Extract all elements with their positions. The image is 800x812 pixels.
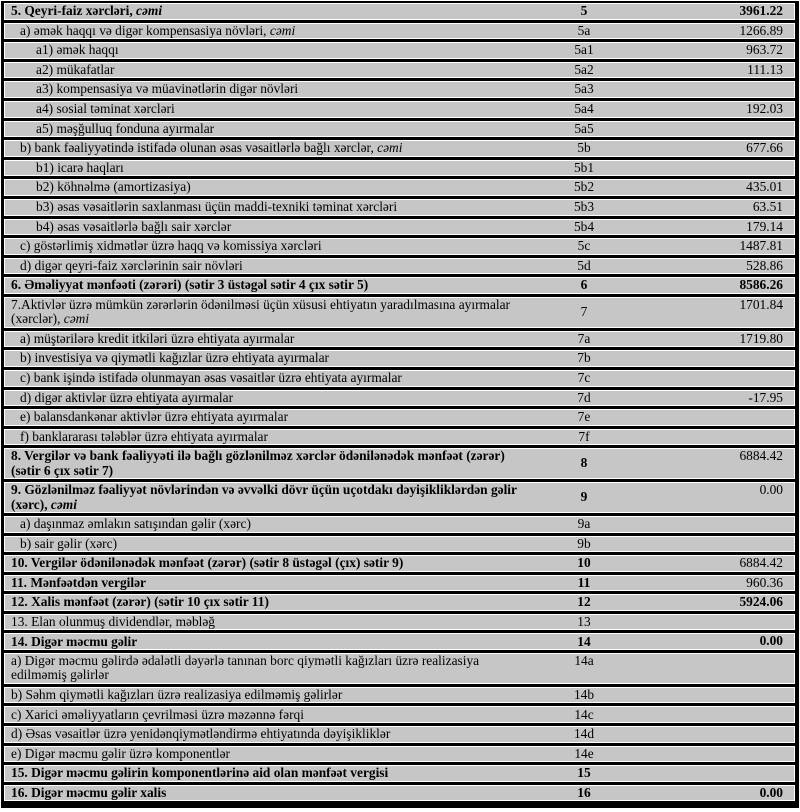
table-row: [4, 370, 795, 387]
row-label: [5, 102, 524, 116]
row-code: 5a3: [574, 81, 594, 97]
table-row: [4, 297, 795, 328]
table-row: [4, 785, 795, 802]
row-label: [5, 654, 524, 683]
row-value: 0.00: [759, 633, 783, 649]
row-label-text: a) Digər məcmu gəlirdə ədalətli dəyərlə tanınan borc qiymətli kağızları üzrə realizasiya edilməmiş gəlirlər: [11, 653, 480, 683]
row-label-text: 9. Gözlənilməz fəaliyyət növlərindən və əvvəlki dövr üçün uçotdakı dəyişikliklərdən gəlir (xərc),: [11, 482, 517, 512]
row-code: 7f: [578, 428, 590, 444]
row-label-text: b) sair gəlir (xərc): [20, 535, 118, 551]
row-code: 13: [577, 613, 591, 629]
row-value: 1719.80: [739, 330, 783, 346]
row-value: 963.72: [746, 42, 783, 58]
row-label: [5, 200, 524, 214]
table-row: [4, 238, 795, 255]
row-label-italic-suffix: cəmi: [269, 22, 296, 38]
table-row: [4, 331, 795, 348]
row-label-text: 16. Digər məcmu gəlir xalis: [11, 784, 167, 800]
row-label-text: a) əmək haqqı və digər kompensasiya növləri,: [20, 22, 270, 38]
row-code: 14b: [573, 686, 595, 702]
table-row: [4, 653, 795, 684]
row-label-text: a) daşınmaz əmlakın satışından gəlir (xərc): [20, 516, 251, 531]
row-label-text: 14. Digər məcmu gəlir: [11, 633, 138, 649]
row-code: 10: [577, 555, 591, 571]
row-label-text: c) bank işində istifadə olunmayan əsas vəsaitlər üzrə ehtiyata ayırmalar: [20, 370, 402, 385]
table-row: [4, 219, 795, 236]
row-label-text: 10. Vergilər ödənilənədək mənfəət (zərər) (sətir 8 üstəgəl (çıx) sətir 9): [11, 555, 404, 571]
row-label-text: b3) əsas vəsaitlərin saxlanması üçün maddi-texniki təminat xərcləri: [36, 199, 398, 215]
row-label: [5, 727, 524, 741]
row-label-italic-suffix: cəmi: [63, 311, 90, 327]
row-label: [5, 786, 524, 800]
row-label: [5, 483, 524, 512]
row-value: 5924.06: [739, 594, 783, 610]
table-row: [4, 706, 795, 723]
row-code: 5b4: [573, 218, 595, 234]
row-label: [5, 239, 524, 253]
row-value: 63.51: [752, 198, 783, 214]
row-label-text: a5) məşğulluq fonduna ayırmalar: [36, 120, 215, 136]
row-label: [5, 766, 524, 780]
row-code: 5a4: [574, 101, 594, 117]
table-row: [4, 633, 795, 650]
row-code: 16: [577, 784, 591, 800]
row-label-text: d) Əsas vəsaitlər üzrə yenidənqiymətləndirmə ehtiyatında dəyişikliklər: [11, 726, 391, 742]
row-label-text: c) Xarici əməliyyatların çevrilməsi üzrə məzənnə fərqi: [11, 706, 304, 722]
row-code: 9: [580, 489, 588, 505]
row-value: 111.13: [747, 61, 783, 77]
row-label: [5, 615, 524, 629]
row-label: [5, 298, 524, 327]
row-label: [5, 278, 524, 292]
row-label: [5, 595, 524, 609]
table-row: [4, 448, 795, 479]
row-code: 9b: [577, 535, 591, 551]
table-row: [4, 140, 795, 157]
row-code: 5b2: [573, 179, 595, 195]
table-row: [4, 23, 795, 40]
row-label-text: 6. Əməliyyat mənfəəti (zərəri) (sətir 3 üstəgəl sətir 4 çıx sətir 5): [11, 277, 369, 293]
row-label-text: a4) sosial təminat xərcləri: [36, 101, 175, 117]
table-row: [4, 536, 795, 553]
row-label: [5, 517, 524, 531]
row-label: [5, 747, 524, 761]
table-row: [4, 62, 795, 79]
row-label-text: a2) mükafatlar: [36, 61, 115, 77]
row-label-text: 13. Elan olunmuş dividendlər, məbləğ: [11, 613, 216, 629]
row-code: 5b: [577, 140, 591, 156]
row-code: 14e: [574, 745, 594, 761]
table-row: [4, 3, 795, 20]
row-code: 6: [580, 277, 588, 293]
row-label: [5, 708, 524, 722]
row-label: [5, 4, 524, 18]
row-code: 12: [577, 594, 591, 610]
row-label: [5, 351, 524, 365]
row-label: [5, 180, 524, 194]
row-value: 6884.42: [739, 448, 783, 464]
row-code: 5b1: [573, 159, 595, 175]
row-label-text: d) digər aktivlər üzrə ehtiyata ayırmalar: [20, 389, 234, 405]
row-label: [5, 220, 524, 234]
table-row: [4, 258, 795, 275]
row-label: [5, 141, 524, 155]
row-value: 0.00: [759, 482, 783, 498]
row-code: 5c: [577, 238, 591, 254]
row-label-text: b) investisiya və qiymətli kağızlar üzrə ehtiyata ayırmalar: [20, 350, 329, 366]
row-code: 9a: [577, 516, 591, 531]
row-code: 7b: [577, 350, 591, 366]
row-label: [5, 63, 524, 77]
row-code: 5d: [577, 257, 591, 273]
row-code: 7a: [577, 330, 591, 346]
table-row: [4, 160, 795, 177]
row-label: [5, 161, 524, 175]
row-label-text: b) bank fəaliyyətində istifadə olunan əsas vəsaitlərlə bağlı xərclər,: [20, 140, 378, 156]
table-row: [4, 81, 795, 98]
row-code: 15: [577, 765, 591, 781]
row-value: 3961.22: [739, 3, 783, 18]
row-code: 5b3: [573, 199, 595, 215]
row-code: 7c: [577, 370, 591, 385]
table-row: [4, 594, 795, 611]
row-label: [5, 449, 524, 478]
row-code: 5a1: [574, 42, 594, 58]
row-label: [5, 43, 524, 57]
row-label: [5, 332, 524, 346]
row-value: 0.00: [759, 784, 783, 800]
table-row: [4, 121, 795, 138]
row-label-text: 15. Digər məcmu gəlirin komponentlərinə aid olan mənfəət vergisi: [11, 765, 389, 781]
table-row: [4, 614, 795, 631]
table-row: [4, 687, 795, 704]
table-row: [4, 101, 795, 118]
row-value: 435.01: [746, 179, 783, 195]
row-label-text: 5. Qeyri-faiz xərcləri,: [11, 3, 137, 19]
row-code: 5a: [577, 22, 591, 38]
row-code: 5a2: [574, 61, 594, 77]
table-row: [4, 482, 795, 513]
row-label-text: 8. Vergilər və bank fəaliyyəti ilə bağlı gözlənilməz xərclər ödənilənədək mənfəət (zərər) (sətir 6 çıx sətir 7): [11, 448, 505, 478]
row-label-text: 7.Aktivlər üzrə mümkün zərərlərin ödənilməsi üçün xüsusi ehtiyatın yaradılmasına ayırmalar (xərclər),: [11, 296, 511, 327]
table-row: [4, 726, 795, 743]
row-value: 677.66: [746, 140, 783, 156]
row-label: [5, 122, 524, 136]
row-label: [5, 259, 524, 273]
row-label: [5, 688, 524, 702]
row-label: [5, 82, 524, 96]
row-label-text: e) balansdankənar aktivlər üzrə ehtiyata ayırmalar: [20, 409, 289, 425]
row-label: [5, 576, 524, 590]
table-row: [4, 179, 795, 196]
row-label-italic-suffix: cəmi: [136, 3, 163, 19]
row-code: 5: [580, 3, 588, 19]
table-row: [4, 409, 795, 426]
row-label: [5, 371, 524, 385]
row-value: 528.86: [746, 257, 783, 273]
row-label-text: 12. Xalis mənfəət (zərər) (sətir 10 çıx sətir 11): [11, 594, 269, 610]
table-row: [4, 575, 795, 592]
table-row: [4, 429, 795, 446]
table-row: [4, 555, 795, 572]
row-label-text: c) göstərlimiş xidmətlər üzrə haqq və komissiya xərcləri: [20, 238, 322, 254]
row-label-text: d) digər qeyri-faiz xərclərinin sair növləri: [20, 257, 243, 273]
row-label-text: 11. Mənfəətdən vergilər: [11, 574, 146, 590]
row-value: 192.03: [746, 100, 783, 116]
income-statement-table: [1, 1, 799, 808]
table-row: [4, 765, 795, 782]
row-code: 14d: [573, 726, 595, 742]
row-value: 8586.26: [739, 277, 783, 293]
row-value: 1487.81: [739, 238, 783, 254]
table-row: [4, 516, 795, 533]
row-label: [5, 635, 524, 649]
row-value: 6884.42: [739, 555, 783, 571]
table-row: [4, 350, 795, 367]
row-label-text: b1) icarə haqları: [36, 159, 124, 175]
row-label-text: a) müştərilərə kredit itkiləri üzrə ehtiyata ayırmalar: [20, 330, 295, 346]
row-value: 960.36: [746, 574, 783, 590]
row-label-text: a1) əmək haqqı: [36, 42, 119, 58]
row-label-text: f) banklararası tələblər üzrə ehtiyata ayırmalar: [20, 428, 268, 444]
row-label: [5, 24, 524, 38]
row-label: [5, 410, 524, 424]
row-label-italic-suffix: cəmi: [377, 140, 403, 156]
row-code: 14a: [574, 653, 594, 669]
row-label-text: b4) əsas vəsaitlərlə bağlı sair xərclər: [36, 218, 232, 234]
row-label: [5, 430, 524, 444]
row-label: [5, 537, 524, 551]
row-label-text: b) Səhm qiymətli kağızları üzrə realizasiya edilməmiş gəlirlər: [11, 686, 343, 702]
table-row: [4, 746, 795, 763]
row-code: 7e: [577, 409, 591, 425]
row-value: 1266.89: [739, 22, 783, 38]
row-label: [5, 391, 524, 405]
row-label-text: b2) köhnəlmə (amortizasiya): [36, 179, 191, 195]
row-label-text: e) Digər məcmu gəlir üzrə komponentlər: [11, 745, 230, 761]
row-code: 7: [580, 304, 588, 320]
row-label: [5, 556, 524, 570]
table-row: [4, 42, 795, 59]
row-code: 7d: [577, 389, 591, 405]
row-value: 179.14: [746, 218, 783, 234]
row-value: -17.95: [748, 389, 783, 405]
row-code: 14: [577, 633, 591, 649]
table-row: [4, 390, 795, 407]
table-row: [4, 199, 795, 216]
row-label-italic-suffix: cəmi: [50, 496, 77, 512]
row-label-text: a3) kompensasiya və müavinətlərin digər növləri: [36, 81, 299, 97]
table-row: [4, 277, 795, 294]
row-code: 14c: [574, 706, 594, 722]
row-code: 5a5: [574, 120, 594, 136]
row-code: 11: [577, 574, 591, 590]
row-code: 8: [580, 455, 588, 471]
row-value: 1701.84: [739, 296, 783, 312]
